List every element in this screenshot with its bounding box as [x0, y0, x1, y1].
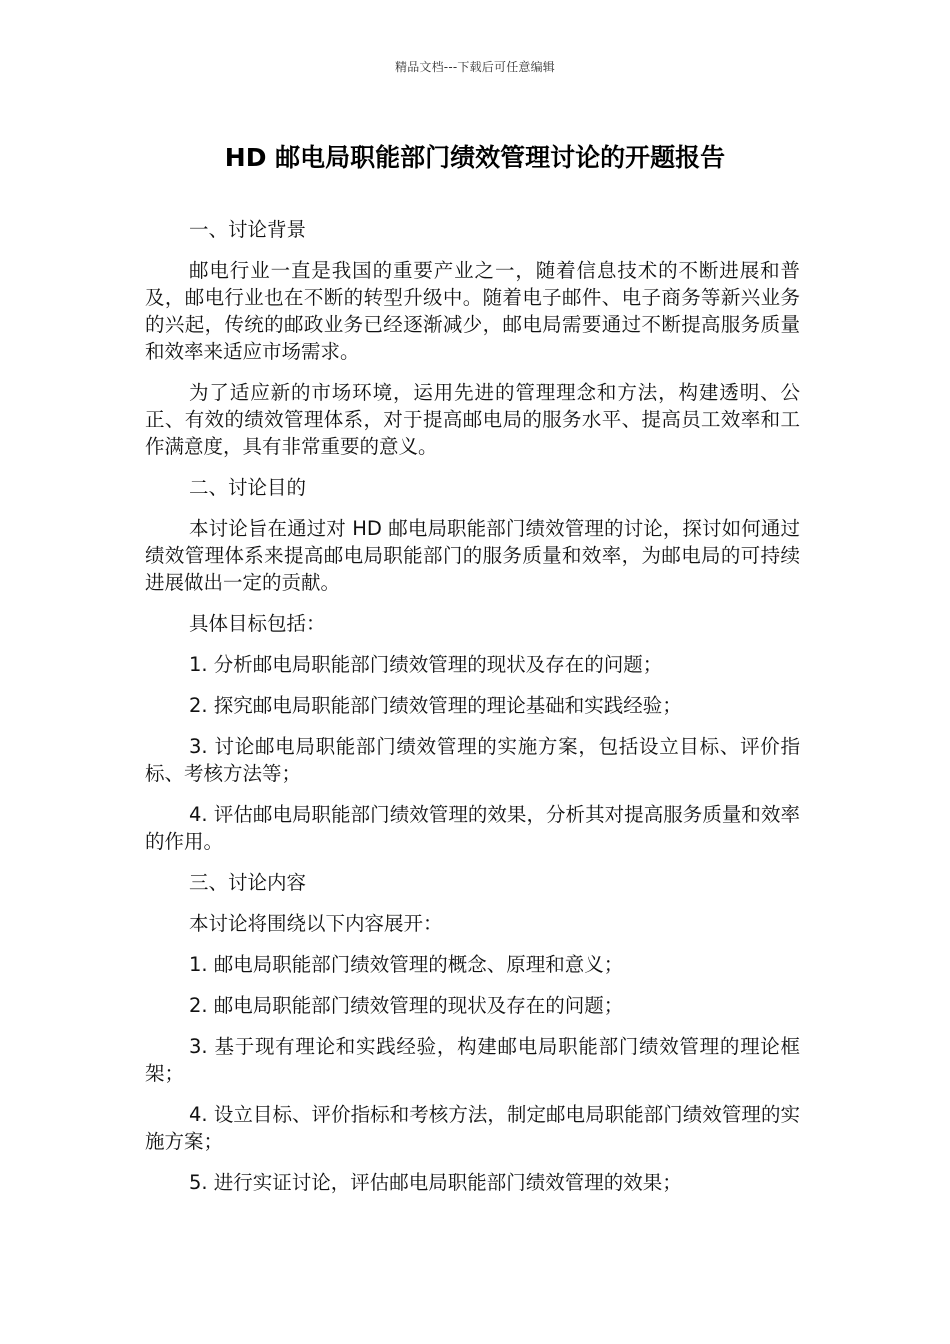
list-item-goal-4: 4. 评估邮电局职能部门绩效管理的效果，分析其对提高服务质量和效率的作用。 [145, 803, 800, 853]
paragraph-background-1: 邮电行业一直是我国的重要产业之一，随着信息技术的不断进展和普及，邮电行业也在不断的转型升级中。随着电子邮件、电子商务等新兴业务的兴起，传统的邮政业务已经逐渐减少，邮电局需要通过不断提高服务质量和效率来适应市场需求。 [145, 259, 800, 363]
list-item-goal-1: 1. 分析邮电局职能部门绩效管理的现状及存在的问题； [189, 653, 663, 676]
list-item-goal-3: 3. 讨论邮电局职能部门绩效管理的实施方案，包括设立目标、评价指标、考核方法等； [145, 735, 800, 785]
paragraph-content-intro: 本讨论将围绕以下内容展开： [189, 912, 443, 935]
section-heading-purpose: 二、讨论目的 [189, 476, 307, 499]
list-item-content-5: 5. 进行实证讨论，评估邮电局职能部门绩效管理的效果； [189, 1171, 682, 1194]
paragraph-purpose: 本讨论旨在通过对 HD 邮电局职能部门绩效管理的讨论，探讨如何通过绩效管理体系来提高邮电局职能部门的服务质量和效率，为邮电局的可持续进展做出一定的贡献。 [145, 517, 800, 594]
document-title: HD 邮电局职能部门绩效管理讨论的开题报告 [224, 143, 726, 172]
list-item-content-3: 3. 基于现有理论和实践经验，构建邮电局职能部门绩效管理的理论框架； [145, 1035, 800, 1085]
list-item-content-2: 2. 邮电局职能部门绩效管理的现状及存在的问题； [189, 994, 624, 1017]
list-item-content-1: 1. 邮电局职能部门绩效管理的概念、原理和意义； [189, 953, 624, 976]
section-heading-content: 三、讨论内容 [189, 871, 307, 894]
document-body [145, 216, 800, 1210]
paragraph-background-2: 为了适应新的市场环境，运用先进的管理理念和方法，构建透明、公正、有效的绩效管理体系，对于提高邮电局的服务水平、提高员工效率和工作满意度，具有非常重要的意义。 [145, 381, 800, 458]
header-note: 精品文档---下载后可任意编辑 [395, 60, 555, 74]
list-item-content-4: 4. 设立目标、评价指标和考核方法，制定邮电局职能部门绩效管理的实施方案； [145, 1103, 800, 1153]
section-heading-background: 一、讨论背景 [189, 218, 307, 241]
paragraph-goals-intro: 具体目标包括： [189, 612, 326, 635]
list-item-goal-2: 2. 探究邮电局职能部门绩效管理的理论基础和实践经验； [189, 694, 682, 717]
